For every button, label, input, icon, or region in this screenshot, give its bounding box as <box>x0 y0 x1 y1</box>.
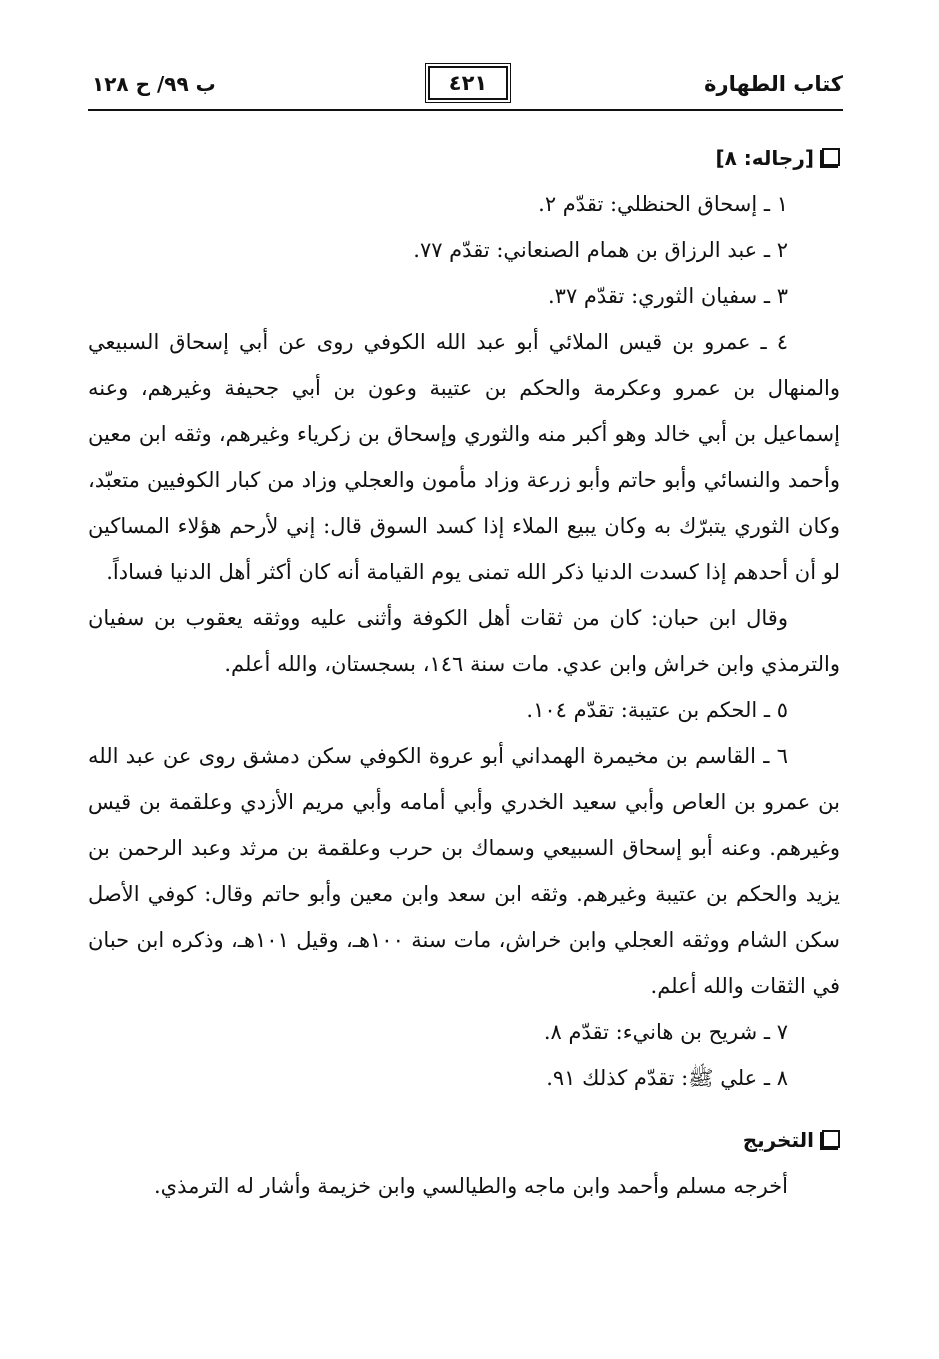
rijal-title: [رجاله: ٨] <box>715 146 814 170</box>
page-number: ٤٢١ <box>428 66 508 100</box>
narrator-item-7: ٧ ـ شريح بن هانيء: تقدّم ٨. <box>543 1020 788 1044</box>
chapter-reference: ب ٩٩/ ح ١٢٨ <box>92 72 216 96</box>
narrator-item-8: ٨ ـ علي ﷺ: تقدّم كذلك ٩١. <box>546 1066 788 1090</box>
rijal-heading <box>88 135 840 181</box>
narrator-item-1: ١ ـ إسحاق الحنظلي: تقدّم ٢. <box>538 192 788 216</box>
narrator-item-4-extra: وقال ابن حبان: كان من ثقات أهل الكوفة وأثنى عليه ووثقه يعقوب بن سفيان والترمذي وابن خراش وابن عدي. مات سنة ١٤٦، بسجستان، والله أعلم. <box>88 606 840 676</box>
section-spacer <box>88 1101 840 1117</box>
page-header <box>88 66 843 104</box>
narrator-item-3: ٣ ـ سفيان الثوري: تقدّم ٣٧. <box>547 284 788 308</box>
takhrij-title: التخريج <box>742 1128 814 1152</box>
narrator-item-6: ٦ ـ القاسم بن مخيمرة الهمداني أبو عروة الكوفي سكن دمشق روى عن عبد الله بن عمرو بن العاص وأبي سعيد الخدري وأبي أمامه وأبي مريم الأزدي وعلقمة بن قيس وغيرهم. وعنه أبو إسحاق السبيعي وسماك بن حرب وعلقمة بن مرثد وعبد الرحمن بن يزيد والحكم بن عتيبة وغيرهم. وثقه ابن سعد وابن معين وأبو حاتم وقال: كوفي الأصل سكن الشام ووثقه العجلي وابن خراش، مات سنة ١٠٠هـ، وقيل ١٠١هـ، وذكره ابن حبان في الثقات والله أعلم. <box>88 744 841 998</box>
checkbox-icon <box>822 1130 840 1148</box>
takhrij-text: أخرجه مسلم وأحمد وابن ماجه والطيالسي وابن خزيمة وأشار له الترمذي. <box>153 1174 788 1198</box>
narrator-item-2: ٢ ـ عبد الرزاق بن همام الصنعاني: تقدّم ٧٧. <box>413 238 788 262</box>
book-title: كتاب الطهارة <box>704 72 843 96</box>
narrator-item-4: ٤ ـ عمرو بن قيس الملائي أبو عبد الله الكوفي روى عن أبي إسحاق السبيعي والمنهال بن عمرو وعكرمة والحكم بن عتيبة وعون بن أبي جحيفة وغيرهم، وعنه إسماعيل بن أبي خالد وهو أكبر منه والثوري وإسحاق بن زكرياء وغيرهم، وثقه ابن معين وأحمد والنسائي وأبو حاتم وأبو زرعة وزاد مأمون والعجلي وزاد من كبار الكوفيين متعبّد، وكان الثوري يتبرّك به وكان يبيع الملاء إذا كسد السوق قال: إني لأرحم هؤلاء المساكين لو أن أحدهم إذا كسدت الدنيا ذكر الله تمنى يوم القيامة أنه كان أكثر أهل الدنيا فساداً. <box>88 330 840 584</box>
narrator-item-5: ٥ ـ الحكم بن عتيبة: تقدّم ١٠٤. <box>526 698 788 722</box>
page-body <box>88 135 840 1209</box>
header-divider <box>88 109 843 111</box>
takhrij-heading <box>88 1117 840 1163</box>
checkbox-icon <box>822 148 840 166</box>
